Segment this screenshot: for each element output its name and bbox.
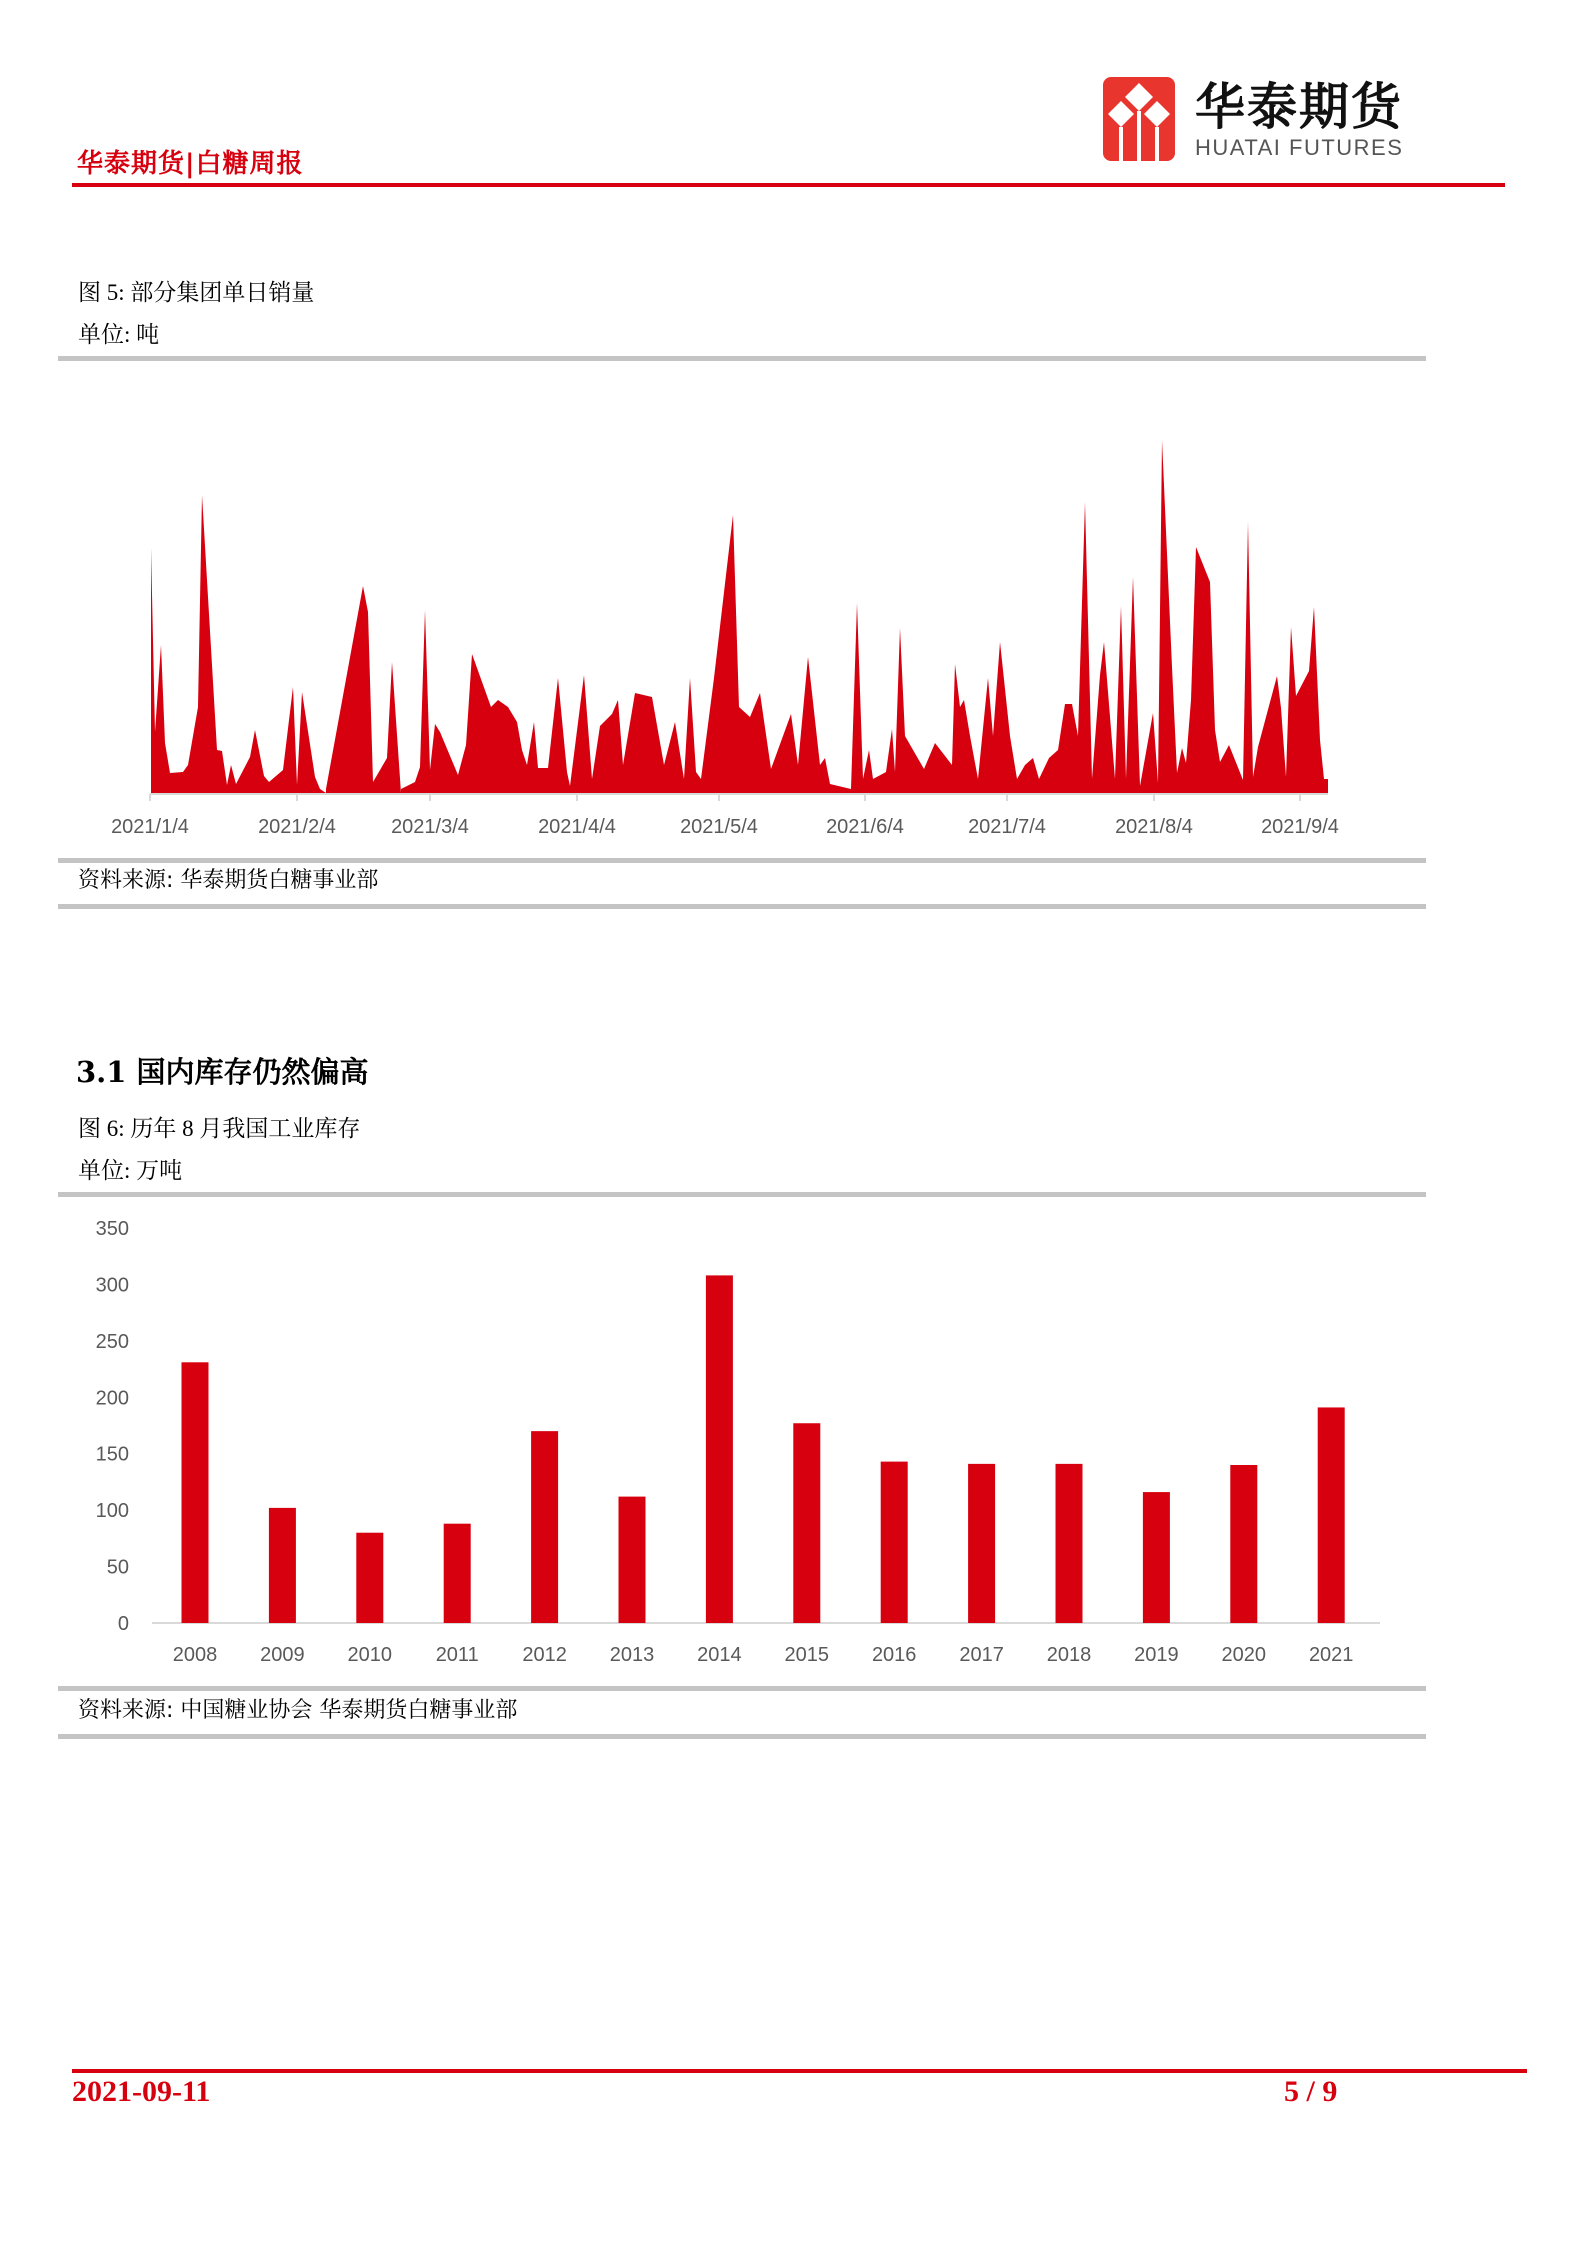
sales-area-series [151, 440, 1328, 793]
report-title: 华泰期货|白糖周报 [77, 149, 304, 179]
footer-divider [72, 2069, 1527, 2073]
x-tick-label: 2021/9/4 [1261, 816, 1339, 838]
section-heading: 3.1 国内库存仍然偏高 [76, 1055, 369, 1089]
bar-2012 [531, 1431, 558, 1623]
bar-2017 [968, 1464, 995, 1623]
figure6-caption: 图 6: 历年 8 月我国工业库存 [78, 1116, 361, 1141]
page-number: 5 / 9 [1284, 2075, 1338, 2108]
y-axis-labels [96, 1218, 129, 1635]
logo-text-en: HUATAI FUTURES [1195, 135, 1404, 160]
bar-2014 [706, 1275, 733, 1623]
x-tick-label: 2020 [1221, 1644, 1267, 1666]
figure6-source: 资料来源: 中国糖业协会 华泰期货白糖事业部 [78, 1698, 518, 1723]
figure5-caption: 图 5: 部分集团单日销量 [78, 280, 315, 305]
bar-2008 [182, 1362, 209, 1623]
bar-series [182, 1275, 1345, 1623]
x-axis-ticks [150, 794, 1300, 801]
x-tick-label: 2019 [1134, 1644, 1179, 1666]
x-tick-label: 2017 [959, 1644, 1004, 1666]
bar-2015 [793, 1423, 820, 1623]
y-tick-label: 100 [95, 1500, 129, 1523]
x-tick-label: 2021/3/4 [391, 816, 469, 838]
x-tick-label: 2021/5/4 [680, 816, 758, 838]
figure5-area-chart [0, 0, 1587, 900]
bar-2021 [1318, 1407, 1345, 1623]
x-axis-labels [111, 816, 1339, 838]
y-tick-label: 350 [95, 1218, 129, 1240]
figure6-top-rule [58, 1192, 1426, 1197]
bar-2016 [881, 1462, 908, 1623]
figure6-bottom-rule [58, 1734, 1426, 1739]
x-tick-label: 2021/1/4 [111, 816, 189, 838]
x-tick-label: 2021/4/4 [538, 816, 616, 838]
bar-2011 [444, 1524, 471, 1623]
bar-2018 [1056, 1464, 1083, 1623]
x-tick-label: 2021/2/4 [258, 816, 336, 838]
y-tick-label: 50 [106, 1556, 129, 1579]
x-tick-label: 2014 [697, 1644, 742, 1666]
bar-2010 [356, 1533, 383, 1623]
x-tick-label: 2018 [1046, 1644, 1092, 1666]
x-axis-labels [173, 1644, 1354, 1666]
logo-text-cn: 华泰期货 [1195, 78, 1403, 136]
y-tick-label: 200 [95, 1387, 129, 1410]
x-tick-label: 2021/6/4 [826, 816, 904, 838]
x-tick-label: 2012 [522, 1644, 567, 1666]
x-tick-label: 2013 [609, 1644, 655, 1666]
footer-date: 2021-09-11 [72, 2075, 211, 2108]
y-tick-label: 0 [117, 1613, 129, 1635]
x-tick-label: 2021 [1308, 1644, 1354, 1666]
figure5-mid-rule [58, 858, 1426, 863]
x-tick-label: 2016 [871, 1644, 917, 1666]
x-tick-label: 2015 [784, 1644, 830, 1666]
x-tick-label: 2021/7/4 [968, 816, 1046, 838]
bar-2009 [269, 1508, 296, 1623]
x-tick-label: 2010 [347, 1644, 393, 1666]
x-tick-label: 2011 [435, 1644, 479, 1666]
bar-2019 [1143, 1492, 1170, 1623]
figure6-unit: 单位: 万吨 [78, 1158, 183, 1183]
bar-2013 [619, 1497, 646, 1623]
x-tick-label: 2008 [172, 1644, 218, 1666]
y-tick-label: 150 [95, 1443, 129, 1466]
figure5-source: 资料来源: 华泰期货白糖事业部 [78, 868, 379, 893]
x-tick-label: 2021/8/4 [1115, 816, 1193, 838]
figure6-mid-rule [58, 1686, 1426, 1691]
figure5-unit: 单位: 吨 [78, 322, 160, 347]
x-tick-label: 2009 [260, 1644, 305, 1666]
y-tick-label: 250 [95, 1330, 129, 1353]
bar-2020 [1230, 1465, 1257, 1623]
figure6-bar-chart [0, 1200, 1587, 1680]
y-tick-label: 300 [95, 1274, 129, 1297]
figure5-bottom-rule [58, 904, 1426, 909]
